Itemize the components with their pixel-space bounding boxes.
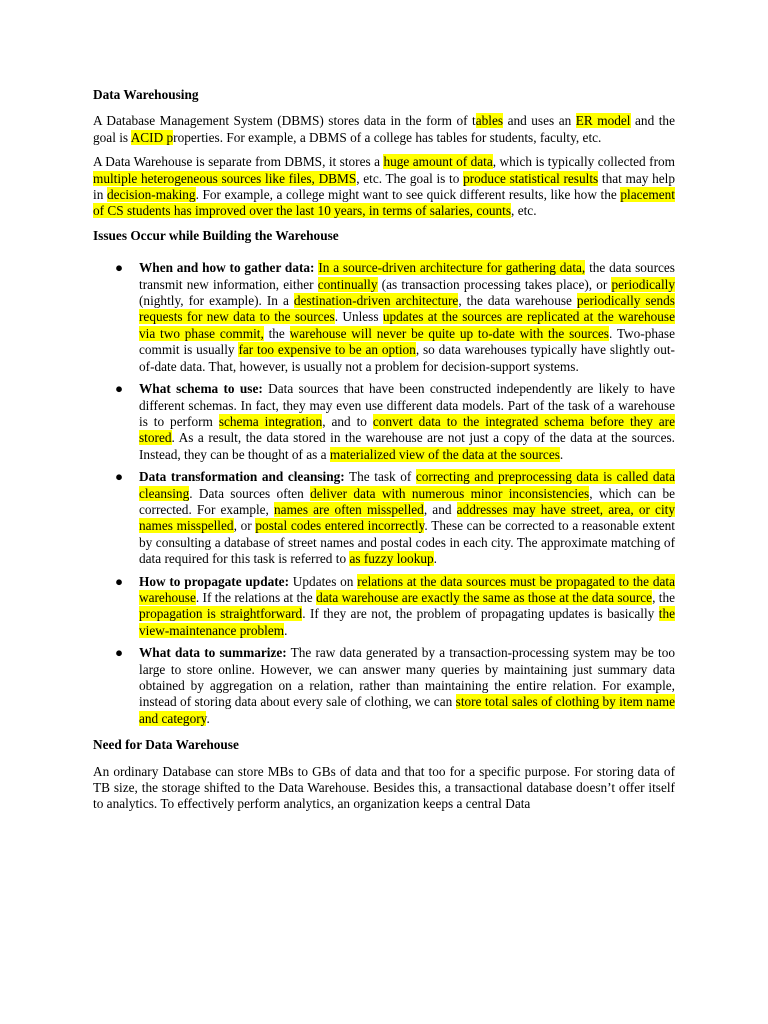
- need-paragraph: An ordinary Database can store MBs to GBs of data and that too for a specific purpose. For storing data of TB size, the storage shifted to the Data Warehouse. Besides this, a transactional database doesn’t offer itself to analytics. To effectively perform analytics, an organization keeps a central Data: [93, 763, 675, 812]
- issue-lead: When and how to gather data:: [139, 260, 315, 276]
- list-item: [93, 381, 675, 463]
- highlighted-text: huge amount of data: [383, 154, 493, 170]
- text-run: Updates on: [289, 573, 358, 589]
- text-run: , etc.: [511, 203, 537, 219]
- text-run: A Data Warehouse is separate from DBMS, it stores a: [93, 154, 384, 170]
- highlighted-text: periodically: [611, 276, 675, 292]
- highlighted-text: far too expensive to be an option: [238, 342, 416, 358]
- issue-lead: How to propagate update:: [139, 573, 290, 589]
- highlighted-text: correcting and preprocessing data is called data cleansing: [139, 469, 675, 501]
- text-run: , the data warehouse: [458, 293, 577, 309]
- text-run: The task of: [344, 469, 416, 485]
- text-run: , or: [233, 518, 256, 534]
- issues-list: [93, 260, 675, 727]
- highlighted-text: periodically sends requests for new data to the sources: [139, 293, 675, 325]
- highlighted-text: produce statistical results: [463, 170, 599, 186]
- issue-lead: Data transformation and cleansing:: [139, 469, 345, 485]
- text-run: , etc. The goal is to: [356, 170, 464, 186]
- text-run: . For example, a college might want to see quick different results, like how the: [195, 187, 621, 203]
- text-run: . Two-phase commit is usually: [139, 325, 675, 358]
- text-run: , and to: [322, 413, 373, 429]
- text-run: .: [559, 446, 564, 462]
- issues-heading: Issues Occur while Building the Warehouse: [93, 227, 339, 243]
- text-run: .: [433, 551, 437, 567]
- bullet-icon: ●: [115, 260, 124, 276]
- highlighted-text: decision-making: [106, 187, 196, 203]
- highlighted-text: names are often misspelled: [274, 501, 424, 517]
- text-run: . As a result, the data stored in the warehouse are not just a copy of the data at the sources. Instead, they can be thought of as a: [139, 430, 675, 462]
- bullet-icon: ●: [115, 469, 124, 485]
- intro-paragraph-warehouse: [93, 154, 675, 220]
- need-heading: Need for Data Warehouse: [93, 737, 239, 753]
- highlighted-text: warehouse will never be quite up to-date with the sources: [289, 325, 609, 341]
- highlighted-text: postal codes entered incorrectly: [255, 518, 425, 534]
- highlighted-text: In a source-driven architecture for gathering data,: [318, 260, 586, 276]
- issue-lead: What schema to use:: [139, 381, 263, 397]
- text-run: , the: [652, 589, 675, 605]
- highlighted-text: placement of CS students has improved over the last 10 years, in terms of salaries, counts: [93, 187, 675, 219]
- text-run: the data sources transmit new information, either: [139, 260, 675, 292]
- highlighted-text: the view-maintenance problem: [139, 606, 676, 638]
- text-run: . These can be corrected to a reasonable extent by consulting a database of street names and postal codes in each city. The approximate matching of data required for this task is referred to: [139, 518, 675, 567]
- text-run: roperties. For example, a DBMS of a college has tables for students, faculty, etc.: [173, 129, 602, 145]
- document-content: [93, 87, 675, 821]
- text-run: . If they are not, the problem of propagating updates is basically: [302, 606, 659, 622]
- highlighted-text: ables: [475, 113, 504, 129]
- page-title: Data Warehousing: [93, 87, 199, 102]
- highlighted-text: deliver data with numerous minor inconsistencies: [310, 485, 590, 501]
- highlighted-text: multiple heterogeneous sources like files, DBMS: [93, 170, 357, 186]
- text-run: . Unless: [334, 309, 383, 325]
- text-run: that may help in: [93, 170, 675, 203]
- highlighted-text: data warehouse are exactly the same as those at the data source: [316, 589, 653, 605]
- text-run: , so data warehouses typically have slightly out-of-date data. That, however, is usually not a problem for decision-support systems.: [139, 342, 675, 374]
- list-item: [93, 469, 675, 567]
- text-run: (as transaction processing takes place), or: [377, 276, 612, 292]
- list-item: [93, 645, 675, 727]
- text-run: (nightly, for example). In a: [139, 293, 294, 309]
- highlighted-text: relations at the data sources must be propagated to the data warehouse: [139, 573, 675, 605]
- issue-body: [139, 260, 675, 373]
- list-item: [93, 574, 675, 640]
- highlighted-text: ER model: [575, 113, 631, 129]
- highlighted-text: schema integration: [218, 413, 323, 429]
- text-run: .: [206, 710, 210, 726]
- text-run: the: [263, 325, 290, 341]
- highlighted-text: as fuzzy lookup: [349, 551, 434, 567]
- list-item: [93, 260, 675, 375]
- highlighted-text: convert data to the integrated schema before they are stored: [139, 413, 676, 446]
- text-run: . If the relations at the: [195, 589, 317, 605]
- highlighted-text: updates at the sources are replicated at the warehouse via two phase commit,: [139, 309, 675, 341]
- bullet-icon: ●: [115, 645, 124, 661]
- text-run: and the goal is: [93, 113, 675, 145]
- highlighted-text: propagation is straightforward: [139, 606, 303, 622]
- text-run: Data sources that have been constructed independently are likely to have different schemas. In fact, they may even use different data models. Part of the task of a warehouse is to perform: [139, 381, 675, 429]
- text-run: .: [284, 622, 288, 638]
- text-run: A Database Management System (DBMS) stores data in the form of t: [93, 113, 476, 129]
- bullet-icon: ●: [115, 381, 124, 397]
- text-run: , which is typically collected from: [492, 154, 675, 170]
- text-run: , and: [423, 501, 457, 517]
- highlighted-text: materialized view of the data at the sources: [329, 446, 560, 462]
- highlighted-text: addresses may have street, area, or city names misspelled: [139, 501, 675, 534]
- issue-lead: What data to summarize:: [139, 645, 287, 661]
- highlighted-text: destination-driven architecture: [293, 293, 459, 309]
- highlighted-text: continually: [317, 276, 378, 292]
- highlighted-text: ACID p: [130, 129, 174, 145]
- highlighted-text: store total sales of clothing by item name and category: [139, 694, 675, 726]
- text-run: and uses an: [503, 113, 576, 129]
- text-run: The raw data generated by a transaction-processing system may be too large to store online. However, we can answer many queries by maintaining just summary data obtained by aggregation on a relation, rather than maintaining the entire relation. For example, instead of storing data about every sale of clothing, we can: [139, 645, 675, 710]
- bullet-icon: ●: [115, 573, 124, 589]
- text-run: . Data sources often: [189, 485, 311, 501]
- text-run: , which can be corrected. For example,: [139, 485, 676, 517]
- intro-paragraph-dbms: [93, 113, 675, 146]
